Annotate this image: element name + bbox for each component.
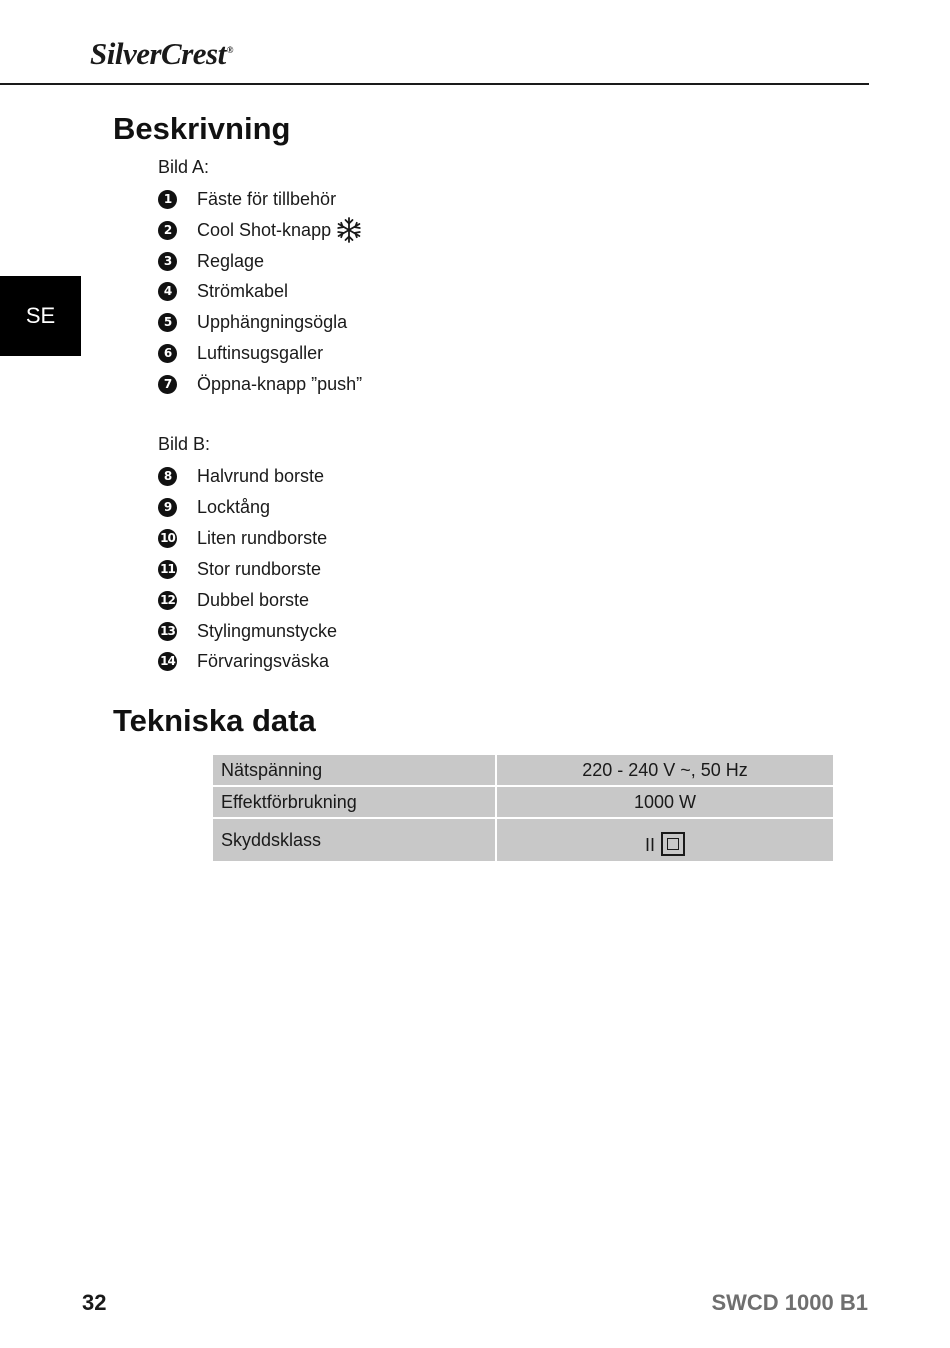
protection-class-label: II — [644, 835, 655, 855]
item-label: Strömkabel — [197, 280, 289, 301]
item-number-badge: 10 — [158, 529, 177, 548]
item-number-badge: 12 — [158, 591, 177, 610]
item-number-badge: 14 — [158, 652, 177, 671]
item-number-badge: 13 — [158, 622, 177, 641]
spec-value — [496, 818, 834, 862]
item-number-badge: 7 — [158, 375, 177, 394]
item-number-badge: 8 — [158, 467, 177, 486]
item-label: Locktång — [197, 496, 271, 517]
figure-b-label: Bild B: — [158, 434, 211, 454]
item-number-badge: 3 — [158, 252, 177, 271]
spec-key: Skyddsklass — [212, 818, 496, 862]
item-label: Dubbel borste — [197, 589, 310, 610]
item-number-badge: 5 — [158, 313, 177, 332]
spec-value: 220 - 240 V ~, 50 Hz — [496, 754, 834, 786]
list-item — [158, 557, 321, 581]
section-title-description: Beskrivning — [113, 111, 291, 146]
spec-value: 1000 W — [496, 786, 834, 818]
language-tab: SE — [0, 276, 81, 356]
item-label: Upphängningsögla — [197, 311, 348, 332]
tech-spec-table — [211, 753, 835, 863]
item-label: Förvaringsväska — [197, 650, 330, 671]
list-item — [158, 588, 309, 612]
list-item — [158, 619, 337, 643]
spec-key: Nätspänning — [212, 754, 496, 786]
item-label: Öppna-knapp ”push” — [197, 373, 363, 394]
list-item — [158, 310, 347, 334]
table-row — [212, 786, 834, 818]
spec-key: Effektförbrukning — [212, 786, 496, 818]
list-item — [158, 187, 336, 211]
item-label: Luftinsugsgaller — [197, 342, 324, 363]
list-item — [158, 526, 327, 550]
item-number-badge: 11 — [158, 560, 177, 579]
item-number-badge: 4 — [158, 282, 177, 301]
list-item — [158, 218, 362, 242]
item-number-badge: 1 — [158, 190, 177, 209]
list-item — [158, 372, 362, 396]
page-number: 32 — [82, 1290, 107, 1315]
item-number-badge: 9 — [158, 498, 177, 517]
double-insulation-icon — [661, 832, 685, 856]
list-item — [158, 279, 288, 303]
model-name: SWCD 1000 B1 — [711, 1290, 868, 1315]
item-label: Fäste för tillbehör — [197, 188, 337, 209]
item-number-badge: 2 — [158, 221, 177, 240]
item-label: Halvrund borste — [197, 465, 325, 486]
table-row — [212, 754, 834, 786]
item-label: Stylingmunstycke — [197, 620, 338, 641]
section-title-tech: Tekniska data — [113, 703, 316, 738]
list-item — [158, 341, 323, 365]
header-divider — [0, 83, 869, 85]
table-row — [212, 818, 834, 862]
item-number-badge: 6 — [158, 344, 177, 363]
item-label: Stor rundborste — [197, 558, 322, 579]
list-item — [158, 464, 324, 488]
item-label: Cool Shot-knapp — [197, 219, 332, 240]
list-item — [158, 495, 270, 519]
item-label: Liten rundborste — [197, 527, 328, 548]
item-label: Reglage — [197, 250, 265, 271]
figure-a-label: Bild A: — [158, 157, 210, 177]
list-item — [158, 249, 264, 273]
brand-logo: SilverCrest® — [90, 36, 233, 71]
list-item — [158, 649, 329, 673]
snowflake-icon — [336, 217, 362, 243]
